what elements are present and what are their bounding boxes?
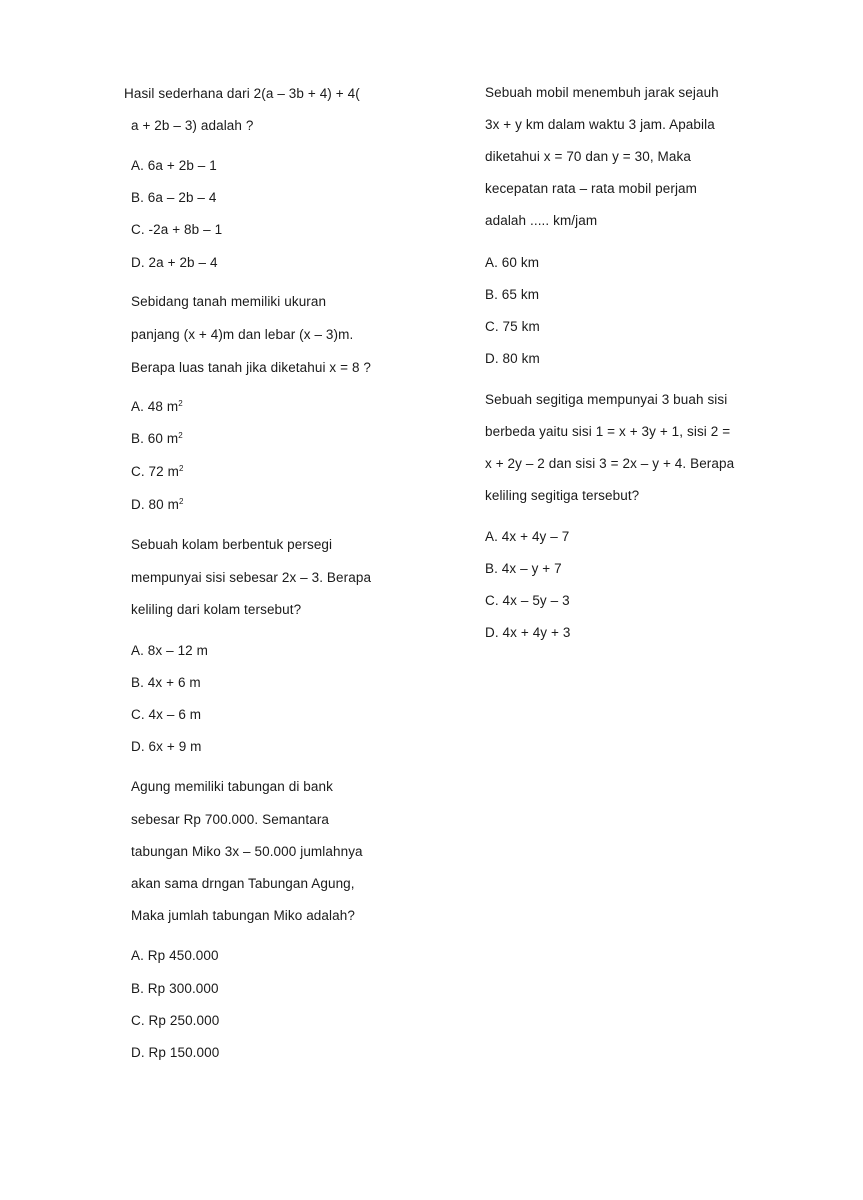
answer-option-a (131, 399, 183, 415)
answer-option-text: C. 72 m (131, 464, 179, 479)
answer-option-text: B. 60 m (131, 431, 179, 446)
answer-option-b: B. 65 km (485, 287, 540, 302)
question-text-line: panjang (x + 4)m dan lebar (x – 3)m. (131, 327, 354, 342)
answer-option-c: C. 4x – 6 m (131, 707, 202, 722)
answer-option-b (131, 431, 183, 447)
superscript-two: 2 (178, 497, 184, 506)
answer-option-a: A. 8x – 12 m (131, 643, 208, 658)
answer-option-a: A. 4x + 4y – 7 (485, 529, 570, 544)
question-text-line: Sebuah segitiga mempunyai 3 buah sisi (485, 392, 728, 407)
answer-option-d: D. 80 km (485, 351, 540, 366)
answer-option-c: C. 4x – 5y – 3 (485, 593, 570, 608)
question-text-line: akan sama drngan Tabungan Agung, (131, 876, 355, 891)
question-text-line: Berapa luas tanah jika diketahui x = 8 ? (131, 360, 372, 375)
answer-option-c (131, 464, 184, 480)
answer-option-d: D. 2a + 2b – 4 (131, 255, 218, 270)
answer-option-b: B. 4x + 6 m (131, 675, 201, 690)
question-text-line: keliling dari kolam tersebut? (131, 602, 302, 617)
answer-option-d (131, 497, 184, 513)
superscript-two: 2 (178, 464, 184, 473)
question-text-line: tabungan Miko 3x – 50.000 jumlahnya (131, 844, 363, 859)
question-text-line: Maka jumlah tabungan Miko adalah? (131, 908, 355, 923)
answer-option-c: C. 75 km (485, 319, 540, 334)
answer-option-c: C. Rp 250.000 (131, 1013, 220, 1028)
question-text-line: Agung memiliki tabungan di bank (131, 779, 333, 794)
answer-option-b: B. 4x – y + 7 (485, 561, 562, 576)
question-text-line: Sebuah mobil menembuh jarak sejauh (485, 85, 719, 100)
answer-option-d: D. Rp 150.000 (131, 1045, 220, 1060)
answer-option-a: A. Rp 450.000 (131, 948, 219, 963)
answer-option-b: B. 6a – 2b – 4 (131, 190, 217, 205)
answer-option-text: D. 80 m (131, 497, 179, 512)
question-text-line: diketahui x = 70 dan y = 30, Maka (485, 149, 691, 164)
answer-option-d: D. 6x + 9 m (131, 739, 202, 754)
question-text-line: kecepatan rata – rata mobil perjam (485, 181, 698, 196)
question-text-line: keliling segitiga tersebut? (485, 488, 640, 503)
question-text-line: adalah ..... km/jam (485, 213, 598, 228)
question-text-line: mempunyai sisi sebesar 2x – 3. Berapa (131, 570, 372, 585)
question-text-line: sebesar Rp 700.000. Semantara (131, 812, 330, 827)
question-text-line: Sebuah kolam berbentuk persegi (131, 537, 333, 552)
question-text-line: 3x + y km dalam waktu 3 jam. Apabila (485, 117, 715, 132)
answer-option-text: A. 48 m (131, 399, 179, 414)
answer-option-a: A. 60 km (485, 255, 540, 270)
answer-option-b: B. Rp 300.000 (131, 981, 219, 996)
question-text-line: Sebidang tanah memiliki ukuran (131, 294, 327, 309)
superscript-two: 2 (178, 431, 183, 440)
question-text-line: berbeda yaitu sisi 1 = x + 3y + 1, sisi 2 = (485, 424, 731, 439)
superscript-two: 2 (178, 399, 183, 408)
question-text-line: Hasil sederhana dari 2(a – 3b + 4) + 4( (124, 86, 360, 101)
question-text-line: a + 2b – 3) adalah ? (131, 118, 254, 133)
question-text-line: x + 2y – 2 dan sisi 3 = 2x – y + 4. Berapa (485, 456, 735, 471)
answer-option-d: D. 4x + 4y + 3 (485, 625, 571, 640)
answer-option-c: C. -2a + 8b – 1 (131, 222, 223, 237)
answer-option-a: A. 6a + 2b – 1 (131, 158, 217, 173)
